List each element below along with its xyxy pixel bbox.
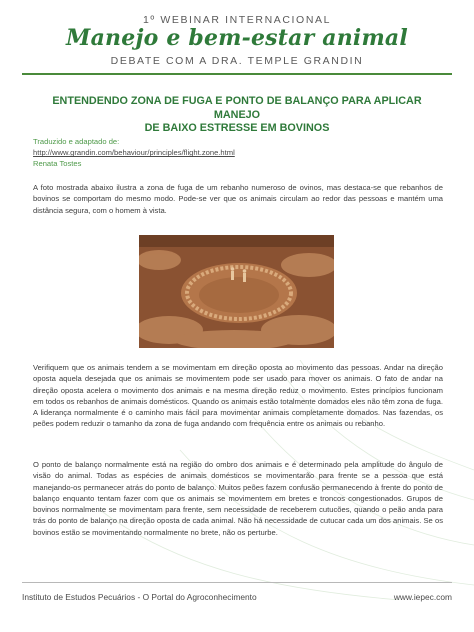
webinar-subtitle: DEBATE COM A DRA. TEMPLE GRANDIN	[110, 55, 364, 67]
footer-website-link[interactable]: www.iepec.com	[393, 592, 452, 602]
footer-institute: Instituto de Estudos Pecuários - O Portal do Agroconhecimento	[22, 592, 257, 602]
paragraph-intro: A foto mostrada abaixo ilustra a zona de fuga de um rebanho numeroso de ovinos, mas destaca-se que rebanhos de bovinos se comportam do mesmo modo. Pode-se ver que os animais circulam ao redor das pessoas e mantém uma distância segura, com o homem à vista.	[33, 183, 443, 215]
webinar-kicker: 1º WEBINAR INTERNACIONAL	[142, 14, 332, 26]
flight-zone-photo	[139, 235, 334, 348]
brand-title: Manejo e bem-estar animal	[66, 25, 408, 51]
article-title	[30, 95, 444, 136]
article-credit	[33, 136, 443, 170]
header-divider	[22, 73, 452, 75]
source-link[interactable]: http://www.grandin.com/behaviour/principles/flight.zone.html	[33, 148, 235, 158]
footer-divider	[22, 582, 452, 583]
article-title-line2: DE BAIXO ESTRESSE EM BOVINOS	[144, 122, 330, 134]
sheep-photo-illustration	[139, 235, 334, 348]
paragraph-flight-zone: Verifiquem que os animais tendem a se movimentam em direção oposta ao movimento das pessoas. Andar na direção oposta aquela desejada que os animais se movimentem pode ser usado para mover os animais. O fato de andar na direção oposta acelera o movimento dos animais e na mesma direção reduz o movimento. Estes princípios funcionam em todos os rebanhos de animais domésticos. Quando os animais estão totalmente domados eles não têm zona de fuga. A liderança normalmente é o caminho mais fácil para movimentar animais completamente domados. Nas fazendas, os peões podem reduzir o tamanho da zona de fuga andando com frequência entre os animais ou rebanho.	[33, 363, 443, 429]
paragraph-balance-point: O ponto de balanço normalmente está na região do ombro dos animais e é determinado pela amplitude do ângulo de visão do animal. Todas as espécies de animais domésticos se movimentarão para frente se a pessoa que está manejando-os permanecer atrás do ponto de balanço. Muitos peões fazem confusão permanecendo à frente do ponto de balanço enquanto tentam fazer com que os animais se movimentem em bretes e troncos congestionados. Grupos de bovinos normalmente se movimentam para frente, sem necessidade de receberem cutucões, quando o peão anda para trás do ponto de balanço na direção oposta de cada animal. Não há necessidade de cutucar cada um dos animais. Se os bovinos estão se movimentando normalmente no brete, não os perturbe.	[33, 460, 443, 537]
credit-label: Traduzido e adaptado de:	[33, 137, 120, 146]
article-title-line1: ENTENDENDO ZONA DE FUGA E PONTO DE BALANÇO PARA APLICAR MANEJO	[52, 95, 422, 121]
credit-author: Renata Tostes	[33, 159, 82, 169]
